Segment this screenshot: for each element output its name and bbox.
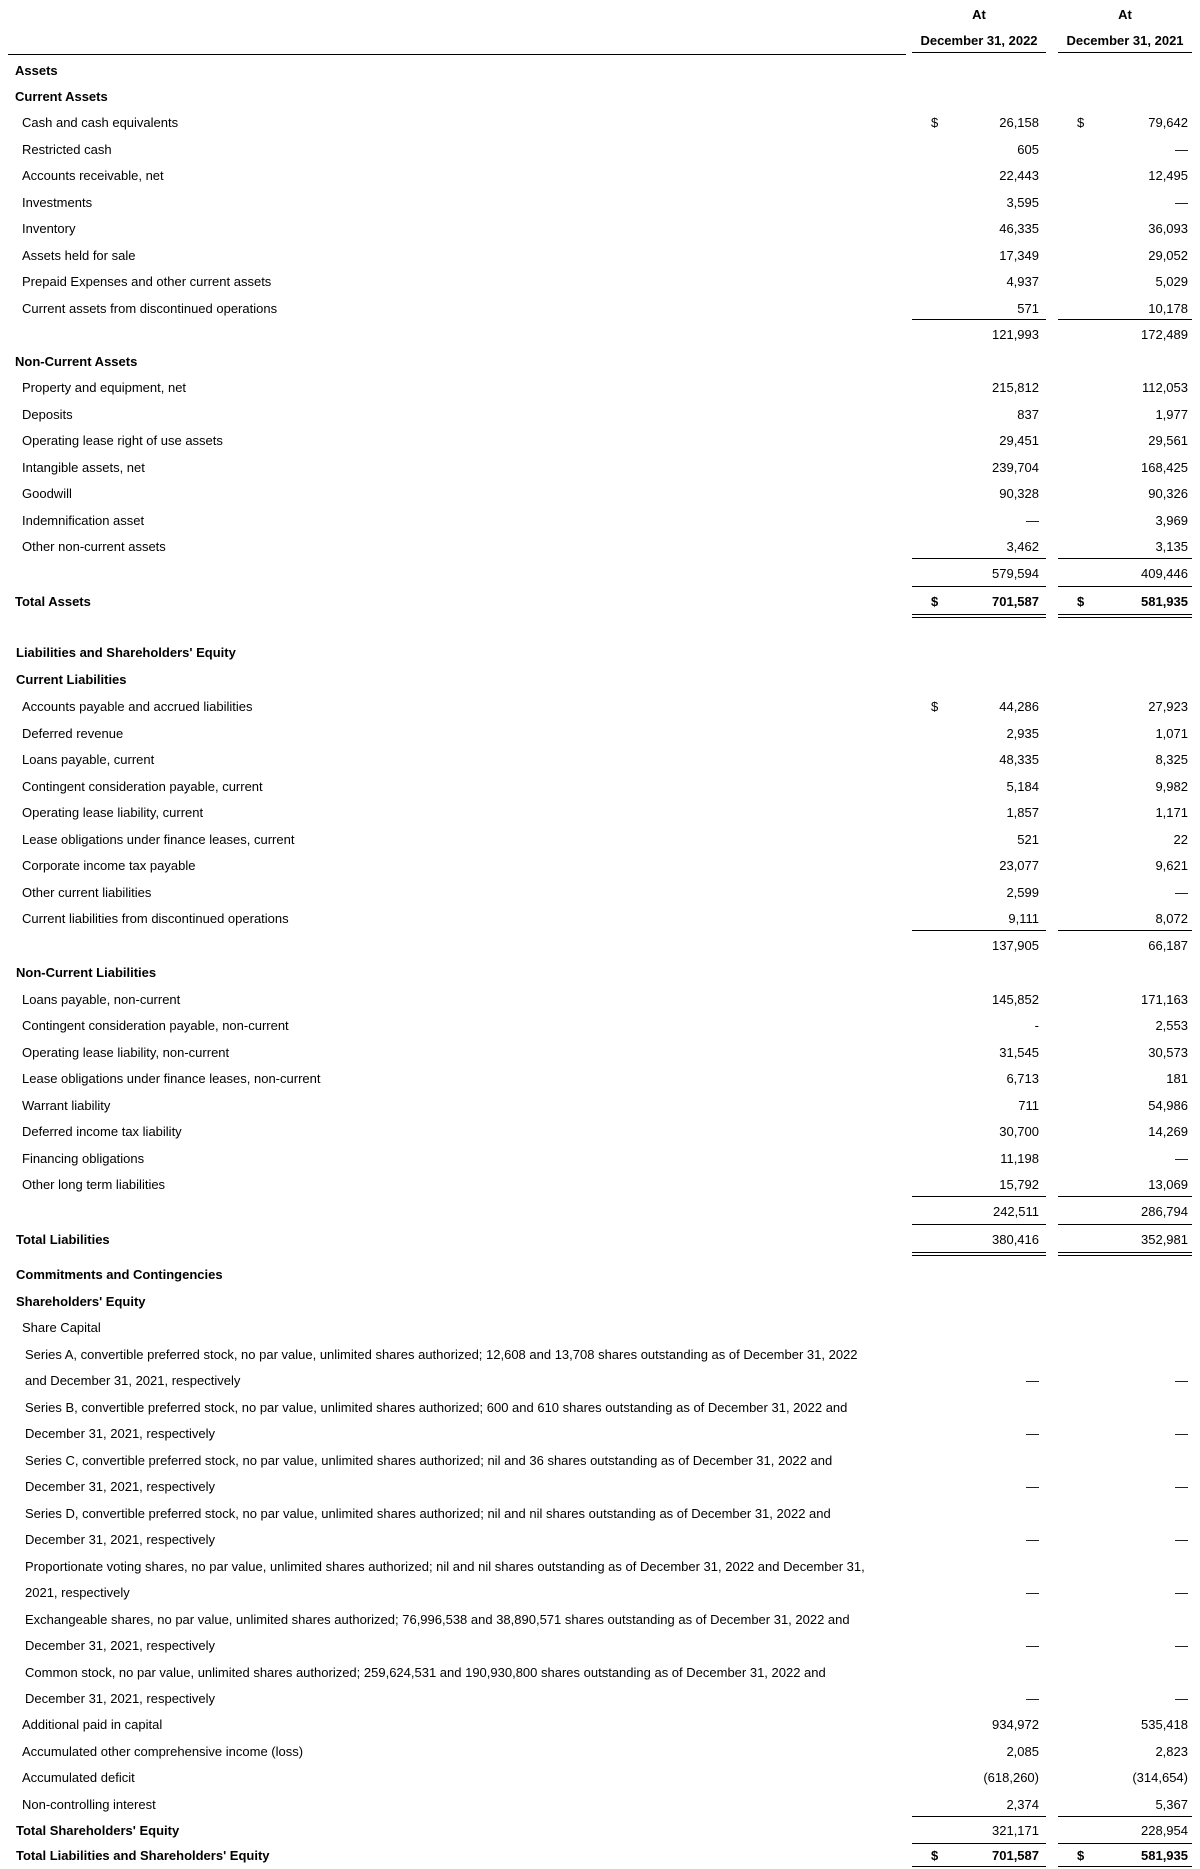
total-liabilities-equity-2021: 581,935 [1141, 1848, 1188, 1863]
current-asset-2021: 12,495 [1148, 168, 1188, 183]
share-capital-line1: Common stock, no par value, unlimited shares authorized; 259,624,531 and 190,930,800 shares outstanding as of December 31, 2022 and [25, 1665, 826, 1680]
non-current-asset-label: Goodwill [22, 486, 72, 501]
share-capital-line1: Proportionate voting shares, no par value, unlimited shares authorized; nil and nil shares outstanding as of December 31, 2022 and December 31, [25, 1559, 865, 1574]
current-liability-2021: 1,171 [1155, 805, 1188, 820]
non-current-asset-2021: 90,326 [1148, 486, 1188, 501]
currency-symbol-2021: $ [1077, 594, 1085, 609]
non-current-liability-2022: 711 [1018, 1098, 1039, 1113]
non-current-liability-2021: 13,069 [1148, 1177, 1188, 1192]
non-current-asset-label: Deposits [22, 407, 73, 422]
subtotal-rule-current-liabilities [912, 930, 1046, 931]
share-capital-2021: — [1175, 1426, 1188, 1441]
current-liability-2021: 1,071 [1155, 726, 1188, 741]
total-shareholders-equity-2022: 321,171 [992, 1823, 1039, 1838]
current-liability-label: Loans payable, current [22, 752, 155, 767]
current-liability-2021: 22 [1173, 832, 1188, 847]
current-asset-label: Inventory [22, 221, 76, 236]
header-col-2021-line2: December 31, 2021 [1066, 33, 1184, 48]
share-capital-2022: — [1026, 1373, 1039, 1388]
current-assets-total-2022: 121,993 [992, 327, 1039, 342]
currency-symbol-2021: $ [1077, 115, 1085, 130]
share-capital-line2: December 31, 2021, respectively [25, 1638, 216, 1653]
non-current-asset-2022: 29,451 [999, 433, 1039, 448]
section-commitments: Commitments and Contingencies [16, 1267, 223, 1282]
non-current-liability-2022: 30,700 [999, 1124, 1039, 1139]
total-shareholders-equity-label: Total Shareholders' Equity [16, 1823, 180, 1838]
non-current-asset-2021: 168,425 [1141, 460, 1188, 475]
non-current-liabilities-total-2021: 286,794 [1141, 1204, 1188, 1219]
current-asset-2022: 3,595 [1006, 195, 1039, 210]
currency-symbol-2022: $ [931, 115, 939, 130]
non-current-liability-label: Warrant liability [22, 1098, 111, 1113]
share-capital-2022: — [1026, 1638, 1039, 1653]
current-asset-2021: 79,642 [1148, 115, 1188, 130]
non-current-asset-2022: 3,462 [1006, 539, 1039, 554]
section-shareholders-equity: Shareholders' Equity [16, 1294, 146, 1309]
share-capital-line1: Exchangeable shares, no par value, unlimited shares authorized; 76,996,538 and 38,890,571 shares outstanding as of December 31, 2022 and [25, 1612, 850, 1627]
current-asset-2022: 22,443 [999, 168, 1039, 183]
current-liabilities-total-2021: 66,187 [1148, 938, 1188, 953]
share-capital-2021: — [1175, 1532, 1188, 1547]
share-capital-2021: — [1175, 1638, 1188, 1653]
total-rule-liabilities-top [912, 1224, 1046, 1225]
non-current-asset-2021: 29,561 [1148, 433, 1188, 448]
subtotal-rule-equity [1058, 1816, 1192, 1817]
equity-item-label: Accumulated deficit [22, 1770, 135, 1785]
current-asset-label: Investments [22, 195, 93, 210]
currency-symbol-2022: $ [931, 1848, 939, 1863]
total-rule-assets-bottom [912, 614, 1046, 618]
share-capital-line1: Series B, convertible preferred stock, no par value, unlimited shares authorized; 600 and 610 shares outstanding as of December 31, 2022 and [25, 1400, 848, 1415]
current-liability-2022: 2,599 [1006, 885, 1039, 900]
current-liability-label: Lease obligations under finance leases, current [22, 832, 295, 847]
current-liability-2021: 9,982 [1155, 779, 1188, 794]
equity-item-2022: 2,085 [1006, 1744, 1039, 1759]
non-current-liability-label: Deferred income tax liability [22, 1124, 182, 1139]
current-asset-2022: 4,937 [1006, 274, 1039, 289]
current-liability-label: Deferred revenue [22, 726, 124, 741]
current-asset-2022: 17,349 [999, 248, 1039, 263]
current-asset-2022: 605 [1017, 142, 1039, 157]
non-current-liability-2022: - [1034, 1018, 1039, 1033]
current-asset-2022: 571 [1017, 301, 1039, 316]
header-col-2022-line2: December 31, 2022 [920, 33, 1038, 48]
equity-item-2022: 2,374 [1006, 1797, 1039, 1812]
share-capital-line2: and December 31, 2021, respectively [25, 1373, 241, 1388]
total-rule-liabilities-bottom [1058, 1252, 1192, 1256]
total-liabilities-label: Total Liabilities [16, 1232, 110, 1247]
non-current-asset-2021: 3,969 [1155, 513, 1188, 528]
current-liability-2022: 44,286 [999, 699, 1039, 714]
equity-item-2022: 934,972 [992, 1717, 1039, 1732]
share-capital-2021: — [1175, 1691, 1188, 1706]
share-capital-line1: Series D, convertible preferred stock, no par value, unlimited shares authorized; nil and nil shares outstanding as of December 31, 2022 and [25, 1506, 831, 1521]
share-capital-line2: December 31, 2021, respectively [25, 1691, 216, 1706]
section-assets: Assets [15, 63, 58, 78]
section-non-current-liabilities: Non-Current Liabilities [16, 965, 157, 980]
share-capital-line2: December 31, 2021, respectively [25, 1426, 216, 1441]
non-current-liability-2022: 11,198 [1000, 1151, 1039, 1166]
non-current-liability-2021: 54,986 [1148, 1098, 1188, 1113]
current-liability-2022: 2,935 [1006, 726, 1039, 741]
current-liability-label: Other current liabilities [22, 885, 152, 900]
current-liability-2021: 8,072 [1155, 911, 1188, 926]
non-current-liability-label: Lease obligations under finance leases, non-current [22, 1071, 321, 1086]
non-current-asset-label: Operating lease right of use assets [22, 433, 223, 448]
current-liability-2022: 48,335 [999, 752, 1039, 767]
non-current-liability-label: Loans payable, non-current [22, 992, 181, 1007]
header-col-2021-line1: At [1118, 7, 1132, 22]
non-current-liability-label: Other long term liabilities [22, 1177, 166, 1192]
equity-item-2021: 5,367 [1155, 1797, 1188, 1812]
current-liability-2022: 23,077 [999, 858, 1039, 873]
share-capital-2022: — [1026, 1691, 1039, 1706]
subtotal-rule-non-current-liabilities [912, 1196, 1046, 1197]
header-underline-2021 [1058, 52, 1192, 53]
current-liability-2022: 5,184 [1006, 779, 1039, 794]
non-current-assets-total-2022: 579,594 [992, 566, 1039, 581]
current-liability-2022: 521 [1017, 832, 1039, 847]
subtotal-rule-equity [912, 1816, 1046, 1817]
currency-symbol-2022: $ [931, 594, 939, 609]
non-current-liability-2021: 181 [1166, 1071, 1188, 1086]
non-current-asset-2022: 239,704 [992, 460, 1039, 475]
share-capital-2021: — [1175, 1585, 1188, 1600]
share-capital-2022: — [1026, 1532, 1039, 1547]
non-current-asset-2021: 1,977 [1155, 407, 1188, 422]
non-current-liability-2021: 14,269 [1148, 1124, 1188, 1139]
share-capital-2021: — [1175, 1373, 1188, 1388]
equity-item-2021: 2,823 [1155, 1744, 1188, 1759]
total-rule-liabilities-bottom [912, 1252, 1046, 1256]
subtotal-rule-current-assets [1058, 319, 1192, 320]
equity-item-2021: (314,654) [1132, 1770, 1188, 1785]
current-asset-2021: 10,178 [1148, 301, 1188, 316]
header-rule-left [8, 54, 906, 55]
non-current-liability-2021: — [1175, 1151, 1188, 1166]
current-assets-total-2021: 172,489 [1141, 327, 1188, 342]
current-asset-2021: — [1175, 195, 1188, 210]
share-capital-2021: — [1175, 1479, 1188, 1494]
non-current-assets-total-2021: 409,446 [1141, 566, 1188, 581]
equity-item-2021: 535,418 [1141, 1717, 1188, 1732]
total-assets-2021: 581,935 [1141, 594, 1188, 609]
non-current-asset-2022: 90,328 [999, 486, 1039, 501]
current-asset-label: Cash and cash equivalents [22, 115, 179, 130]
total-shareholders-equity-2021: 228,954 [1141, 1823, 1188, 1838]
current-asset-label: Prepaid Expenses and other current assets [22, 274, 272, 289]
total-rule-assets-top [912, 586, 1046, 587]
subtotal-rule-non-current-assets [912, 558, 1046, 559]
non-current-asset-2022: 837 [1017, 407, 1039, 422]
current-liability-label: Operating lease liability, current [22, 805, 204, 820]
subtotal-rule-non-current-assets [1058, 558, 1192, 559]
section-liabilities-equity: Liabilities and Shareholders' Equity [16, 645, 236, 660]
header-underline-2022 [912, 52, 1046, 53]
current-liability-label: Contingent consideration payable, current [22, 779, 263, 794]
total-assets-2022: 701,587 [992, 594, 1039, 609]
non-current-liability-2022: 15,792 [999, 1177, 1039, 1192]
current-asset-label: Assets held for sale [22, 248, 136, 263]
non-current-liabilities-total-2022: 242,511 [992, 1204, 1039, 1219]
total-liabilities-equity-label: Total Liabilities and Shareholders' Equity [16, 1848, 270, 1863]
non-current-liability-2021: 171,163 [1141, 992, 1188, 1007]
share-capital-line1: Series C, convertible preferred stock, no par value, unlimited shares authorized; nil and 36 shares outstanding as of December 31, 2022 and [25, 1453, 833, 1468]
non-current-asset-2022: — [1026, 513, 1039, 528]
header-col-2022-line1: At [972, 7, 986, 22]
total-rule-assets-bottom [1058, 614, 1192, 618]
current-liability-label: Current liabilities from discontinued operations [22, 911, 289, 926]
non-current-asset-label: Other non-current assets [22, 539, 166, 554]
section-current-liabilities: Current Liabilities [16, 672, 127, 687]
total-liabilities-2022: 380,416 [992, 1232, 1039, 1247]
total-rule-liabilities-top [1058, 1224, 1192, 1225]
non-current-asset-label: Indemnification asset [22, 513, 145, 528]
equity-item-2022: (618,260) [983, 1770, 1039, 1785]
currency-symbol-2021: $ [1077, 1848, 1085, 1863]
share-capital-line2: December 31, 2021, respectively [25, 1532, 216, 1547]
current-liability-label: Accounts payable and accrued liabilities [22, 699, 253, 714]
current-liability-label: Corporate income tax payable [22, 858, 196, 873]
non-current-liability-2021: 30,573 [1148, 1045, 1188, 1060]
current-liability-2021: 27,923 [1148, 699, 1188, 714]
current-liability-2022: 1,857 [1006, 805, 1039, 820]
share-capital-2022: — [1026, 1426, 1039, 1441]
current-asset-2021: 5,029 [1155, 274, 1188, 289]
non-current-liability-2021: 2,553 [1155, 1018, 1188, 1033]
current-asset-label: Current assets from discontinued operations [22, 301, 278, 316]
section-non-current-assets: Non-Current Assets [15, 354, 138, 369]
non-current-asset-2022: 215,812 [992, 380, 1039, 395]
section-current-assets: Current Assets [15, 89, 108, 104]
equity-item-label: Additional paid in capital [22, 1717, 163, 1732]
current-liability-2022: 9,111 [1008, 911, 1039, 926]
total-rule-assets-top [1058, 586, 1192, 587]
non-current-asset-2021: 112,053 [1141, 380, 1188, 395]
current-asset-2022: 46,335 [999, 221, 1039, 236]
current-liabilities-total-2022: 137,905 [992, 938, 1039, 953]
non-current-liability-2022: 31,545 [999, 1045, 1039, 1060]
non-current-liability-label: Financing obligations [22, 1151, 145, 1166]
currency-symbol-2022: $ [931, 699, 939, 714]
non-current-asset-2021: 3,135 [1155, 539, 1188, 554]
current-asset-label: Accounts receivable, net [22, 168, 164, 183]
share-capital-2022: — [1026, 1585, 1039, 1600]
equity-item-label: Accumulated other comprehensive income (loss) [22, 1744, 304, 1759]
current-asset-2021: — [1175, 142, 1188, 157]
subtotal-rule-non-current-liabilities [1058, 1196, 1192, 1197]
total-liabilities-equity-2022: 701,587 [992, 1848, 1039, 1863]
equity-item-label: Non-controlling interest [22, 1797, 156, 1812]
non-current-asset-label: Intangible assets, net [22, 460, 145, 475]
non-current-asset-label: Property and equipment, net [22, 380, 187, 395]
total-rule-le-bottom [1058, 1866, 1192, 1867]
subtotal-rule-current-liabilities [1058, 930, 1192, 931]
share-capital-line1: Series A, convertible preferred stock, no par value, unlimited shares authorized; 12,608 and 13,708 shares outstanding as of December 31, 2022 [25, 1347, 858, 1362]
current-asset-label: Restricted cash [22, 142, 112, 157]
share-capital-line2: December 31, 2021, respectively [25, 1479, 216, 1494]
current-asset-2021: 36,093 [1148, 221, 1188, 236]
subtotal-rule-current-assets [912, 319, 1046, 320]
current-liability-2021: 8,325 [1155, 752, 1188, 767]
non-current-liability-label: Operating lease liability, non-current [22, 1045, 230, 1060]
current-asset-2021: 29,052 [1148, 248, 1188, 263]
total-liabilities-2021: 352,981 [1141, 1232, 1188, 1247]
non-current-liability-2022: 6,713 [1006, 1071, 1039, 1086]
current-asset-2022: 26,158 [999, 115, 1039, 130]
current-liability-2021: — [1175, 885, 1188, 900]
section-share-capital: Share Capital [22, 1320, 101, 1335]
non-current-liability-2022: 145,852 [992, 992, 1039, 1007]
total-rule-le-bottom [912, 1866, 1046, 1867]
total-assets-label: Total Assets [15, 594, 91, 609]
share-capital-2022: — [1026, 1479, 1039, 1494]
current-liability-2021: 9,621 [1155, 858, 1188, 873]
non-current-liability-label: Contingent consideration payable, non-current [22, 1018, 289, 1033]
share-capital-line2: 2021, respectively [25, 1585, 130, 1600]
